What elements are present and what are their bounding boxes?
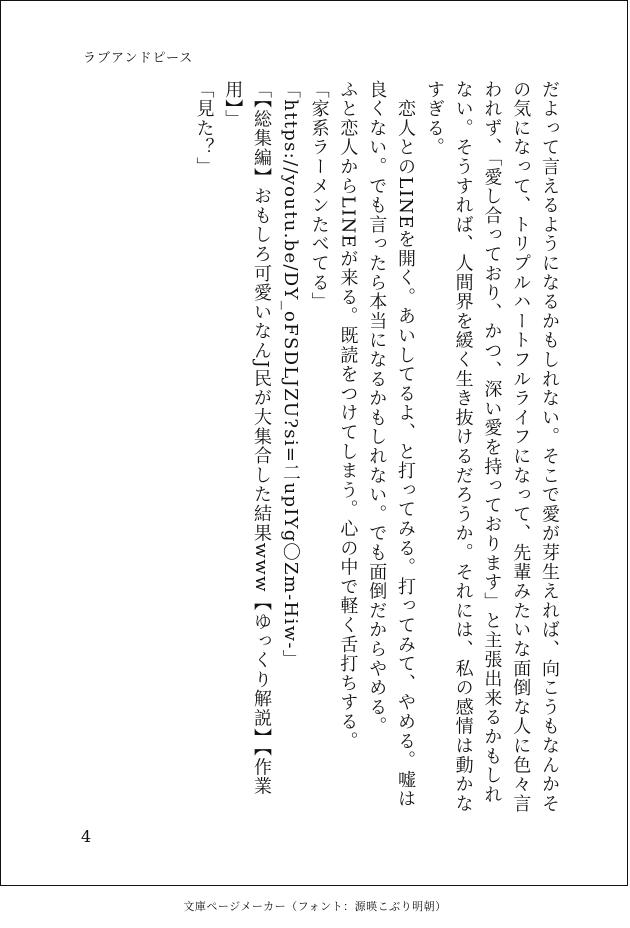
dialogue-line: 「https://youtu.be/DY_oFSDLJZU?si=二upIYg〇Zm-Hiw-」 <box>279 80 301 670</box>
dialogue-line: 「【総集編】おもしろ可愛いなんJ民が大集合した結果www【ゆっくり解説】【作業用】」 <box>222 80 273 797</box>
paragraph: だよって言えるようになるかもしれない。そこで愛が芽生えれば、向こうもなんかその気になって、トリプルハートフルライフになって、先輩みたいな面倒な人に色々言われず、「愛し合っており、かつ、深い愛を持っております」と主張出来るかもしれない。そうすれば、人間界を緩く生き抜けるだろうか。それには、私の感情は動かなすぎる。 <box>423 80 560 814</box>
paragraph: 恋人とのLINEを開く。あいしてるよ、と打ってみる。打ってみて、やめる。嘘は良くない。でも言ったら本当になるかもしれない。でも面倒だからやめる。 <box>366 80 417 809</box>
running-title: ラブアンドピース <box>83 51 194 66</box>
dialogue-line: 「家系ラーメンたべてる」 <box>308 80 330 312</box>
vertical-body-text <box>71 80 563 820</box>
dialogue-line: 「見た？」 <box>193 80 215 177</box>
page-number: 4 <box>81 827 92 846</box>
footer-credit: 文庫ページメーカー（フォント：源暎こぶり明朝） <box>183 900 447 913</box>
paragraph: ふと恋人からLINEが来る。既読をつけてしまう。心の中で軽く舌打ちする。 <box>337 80 359 751</box>
